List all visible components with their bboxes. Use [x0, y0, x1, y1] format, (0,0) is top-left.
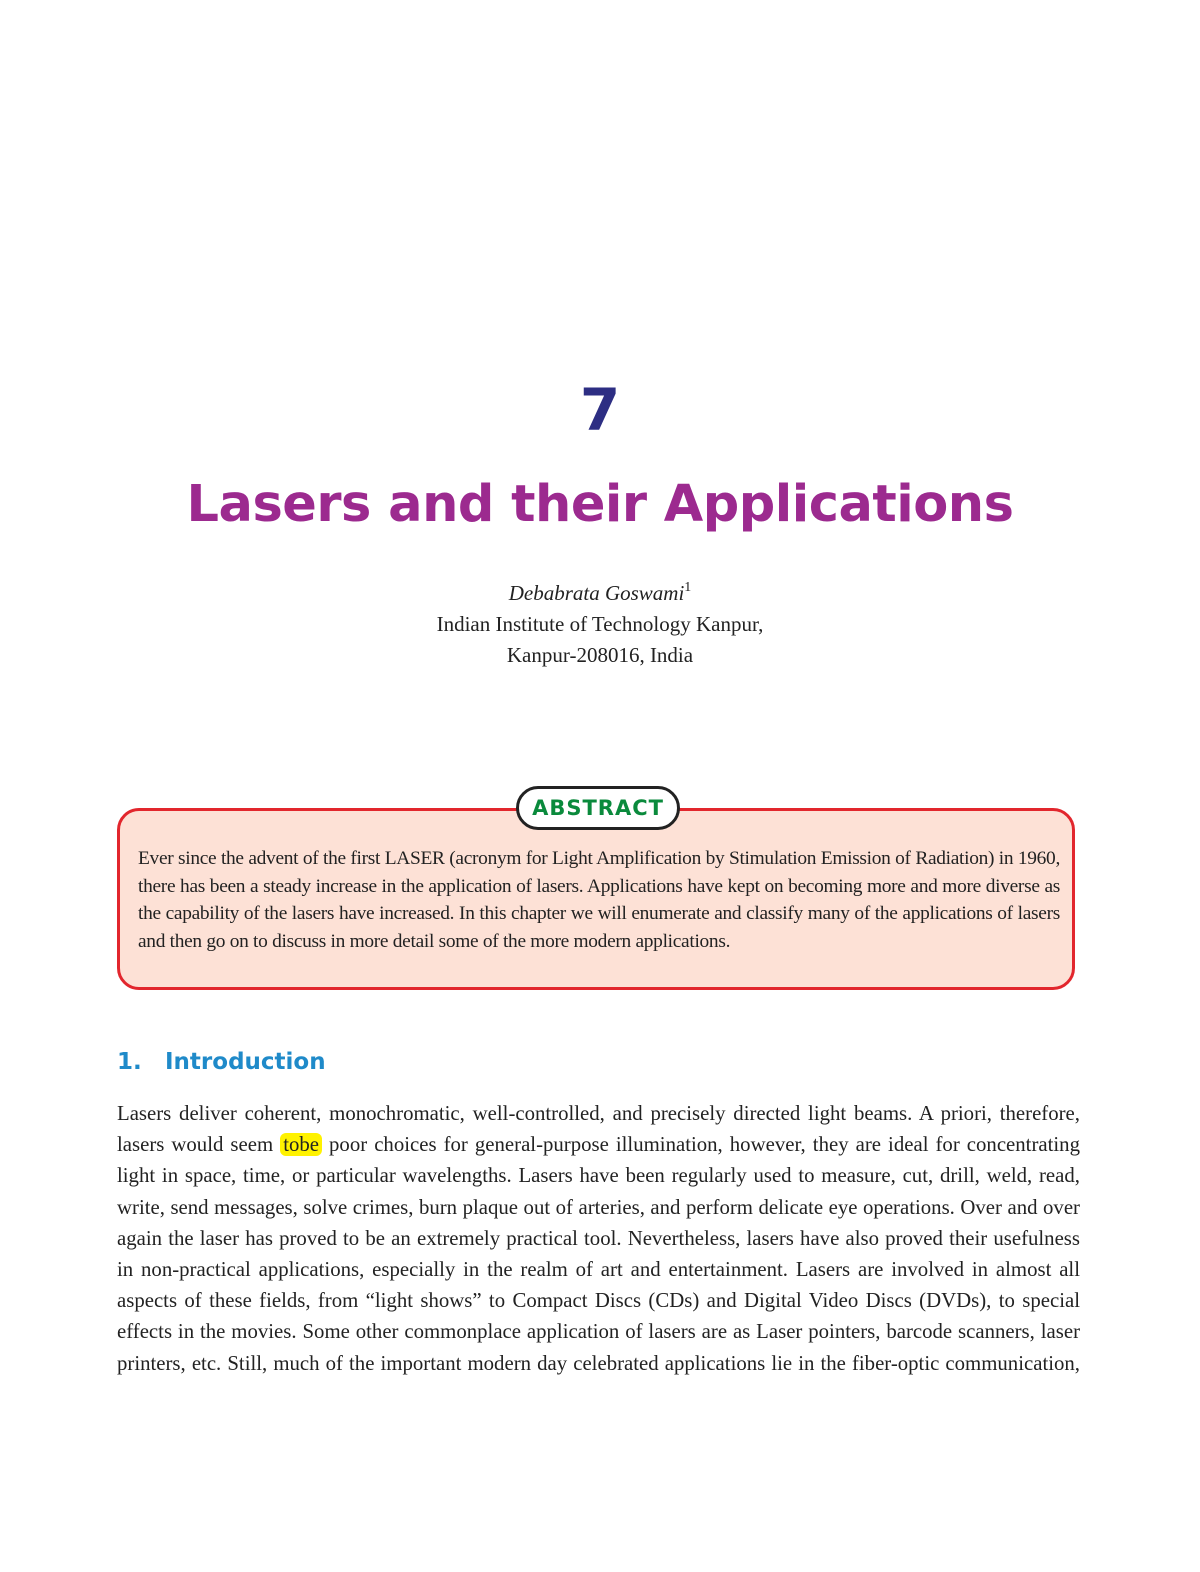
author-affiliation-line2: Kanpur-208016, India: [506, 643, 694, 667]
author-name-text: Debabrata Goswami: [508, 581, 685, 605]
author-affiliation-line1: Indian Institute of Technology Kanpur,: [436, 612, 764, 636]
section-number: 1.: [117, 1049, 142, 1075]
abstract-label: ABSTRACT: [516, 786, 680, 830]
abstract-text: Ever since the advent of the first LASER (acronym for Light Amplification by Stimulation Emission of Radiation) in 1960, there has been a steady increase in the application of lasers. Applications have kept on becoming more and more diverse as the capability of the lasers have increased. In this chapter we will enumerate and classify many of the applications of lasers and then go on to discuss in more detail some of the more modern applications.: [138, 848, 1060, 953]
author-footnote-mark[interactable]: 1: [684, 580, 692, 595]
section-title: Introduction: [165, 1049, 326, 1075]
author-block: [0, 572, 1200, 671]
author-name: [0, 572, 1200, 609]
highlighted-word[interactable]: tobe: [280, 1133, 322, 1156]
section-heading: [117, 1045, 326, 1079]
intro-paragraph: [117, 1098, 1080, 1379]
chapter-number: 7: [579, 376, 621, 444]
intro-text-before: Lasers deliver coherent, monochromatic, well-controlled, and precisely directed light beams. A priori, therefore, lasers would seem: [117, 1102, 1080, 1157]
intro-text-after: poor choices for general-purpose illumination, however, they are ideal for concentrating light in space, time, or particular wavelengths. Lasers have been regularly used to measure, cut, drill, weld, read, write, send messages, solve crimes, burn plaque out of arteries, and perform delicate eye operations. Over and over again the laser has proved to be an extremely practical tool. Nevertheless, lasers have also proved their usefulness in non-practical applications, especially in the realm of art and entertainment. Lasers are involved in almost all aspects of these fields, from “light shows” to Compact Discs (CDs) and Digital Video Discs (DVDs), to special effects in the movies. Some other commonplace application of lasers are as Laser pointers, barcode scanners, laser printers, etc. Still, much of the important modern day celebrated applications lie in the fiber-optic communication,: [117, 1133, 1080, 1375]
chapter-title: Lasers and their Applications: [186, 475, 1014, 534]
